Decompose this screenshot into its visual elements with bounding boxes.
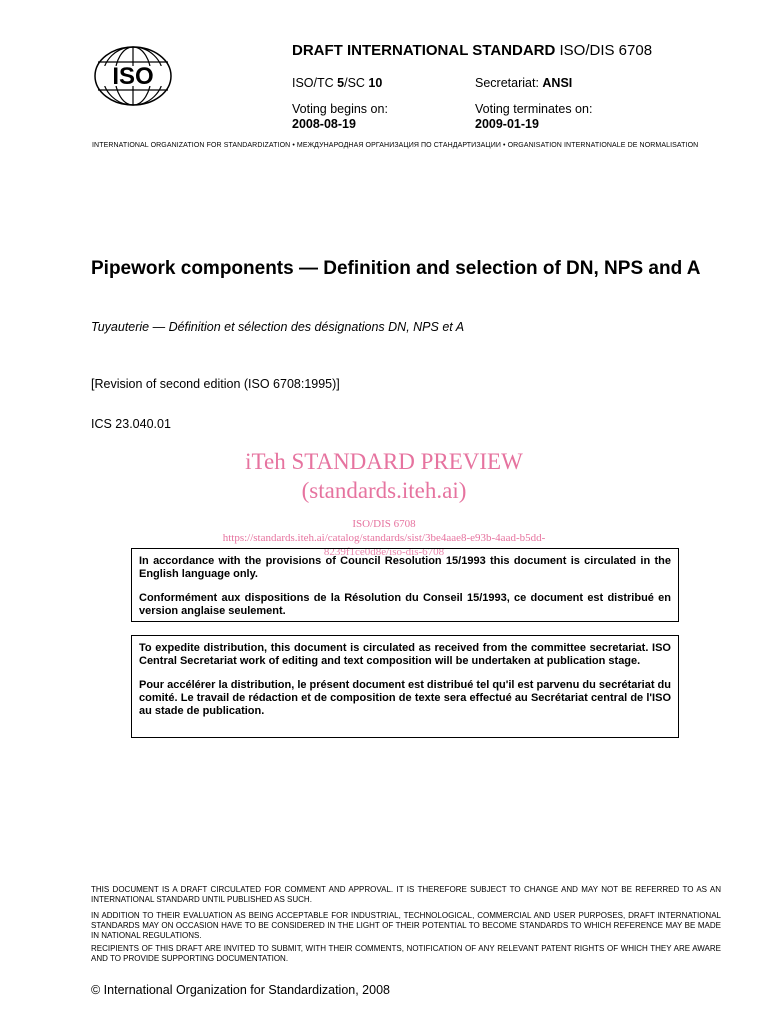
document-header-title <box>292 42 652 59</box>
watermark-title: iTeh STANDARD PREVIEW <box>245 449 523 474</box>
iso-logo-text: ISO <box>112 63 154 90</box>
document-title: Pipework components — Definition and selection of DN, NPS and A <box>91 258 701 279</box>
language-notice-box <box>131 548 679 622</box>
revision-note: [Revision of second edition (ISO 6708:1995)] <box>91 377 340 391</box>
committee-sc: 10 <box>368 76 383 90</box>
distribution-notice-box <box>131 635 679 738</box>
language-notice-fr: Conformément aux dispositions de la Résolution du Conseil 15/1993, ce document est distribué en version anglaise seulement. <box>139 592 671 617</box>
language-notice-en: In accordance with the provisions of Council Resolution 15/1993 this document is circulated in the English language only. <box>139 555 671 580</box>
copyright: © International Organization for Standardization, 2008 <box>91 983 390 997</box>
distribution-notice-en: To expedite distribution, this document is circulated as received from the committee secretariat. ISO Central Secretariat work of editing and text composition will be undertaken at publication stage. <box>139 642 671 667</box>
watermark-url-tail[interactable]: 8239f1ce0d8e/iso-dis-6708 <box>323 546 445 558</box>
watermark-doc-link[interactable]: ISO/DIS 6708 <box>352 518 416 530</box>
disclaimer-2: IN ADDITION TO THEIR EVALUATION AS BEING ACCEPTABLE FOR INDUSTRIAL, TECHNOLOGICAL, COMMERCIAL AND USER PURPOSES, DRAFT INTERNATIONAL STANDARDS MAY ON OCCASION HAVE TO BE CONSIDERED IN THE LIGHT OF THEIR POTENTIAL TO BECOME STANDARDS TO WHICH REFERENCE MAY BE MADE IN NATIONAL REGULATIONS. <box>91 911 721 940</box>
doc-type: DRAFT INTERNATIONAL STANDARD <box>292 42 556 59</box>
voting-begins-label: Voting begins on: <box>292 102 388 116</box>
secretariat: Secretariat: ANSI <box>475 76 573 90</box>
french-title: Tuyauterie — Définition et sélection des désignations DN, NPS et A <box>91 320 465 334</box>
watermark-url[interactable]: https://standards.iteh.ai/catalog/standards/sist/3be4aae8-e93b-4aad-b5dd- <box>222 532 546 544</box>
iso-logo <box>94 46 172 106</box>
disclaimer-3: RECIPIENTS OF THIS DRAFT ARE INVITED TO SUBMIT, WITH THEIR COMMENTS, NOTIFICATION OF ANY RELEVANT PATENT RIGHTS OF WHICH THEY ARE AWARE AND TO PROVIDE SUPPORTING DOCUMENTATION. <box>91 944 721 963</box>
voting-terminates-label: Voting terminates on: <box>475 102 593 116</box>
voting-begins <box>292 102 388 132</box>
distribution-notice-fr: Pour accélérer la distribution, le présent document est distribué tel qu'il est parvenu du secrétariat du comité. Le travail de rédaction et de composition de texte sera effectué au Secrétariat central de l'ISO au stade de publication. <box>139 679 671 717</box>
voting-begins-date: 2008-08-19 <box>292 117 356 131</box>
committee: ISO/TC 5/SC 10 <box>292 76 383 90</box>
disclaimer-1: THIS DOCUMENT IS A DRAFT CIRCULATED FOR COMMENT AND APPROVAL. IT IS THEREFORE SUBJECT TO CHANGE AND MAY NOT BE REFERRED TO AS AN INTERNATIONAL STANDARD UNTIL PUBLISHED AS SUCH. <box>91 885 721 904</box>
voting-terminates-date: 2009-01-19 <box>475 117 539 131</box>
ics-code: ICS 23.040.01 <box>91 417 171 431</box>
committee-tc: 5 <box>337 76 345 90</box>
watermark-site: (standards.iteh.ai) <box>301 478 467 503</box>
voting-terminates <box>475 102 592 132</box>
secretariat-value: ANSI <box>542 76 573 90</box>
organization-line: INTERNATIONAL ORGANIZATION FOR STANDARDIZATION • МЕЖДУНАРОДНАЯ ОРГАНИЗАЦИЯ ПО СТАНДАРТИЗАЦИИ • ORGANISATION INTERNATIONALE DE NORMALISATION <box>92 142 699 149</box>
doc-number: ISO/DIS 6708 <box>559 42 653 59</box>
